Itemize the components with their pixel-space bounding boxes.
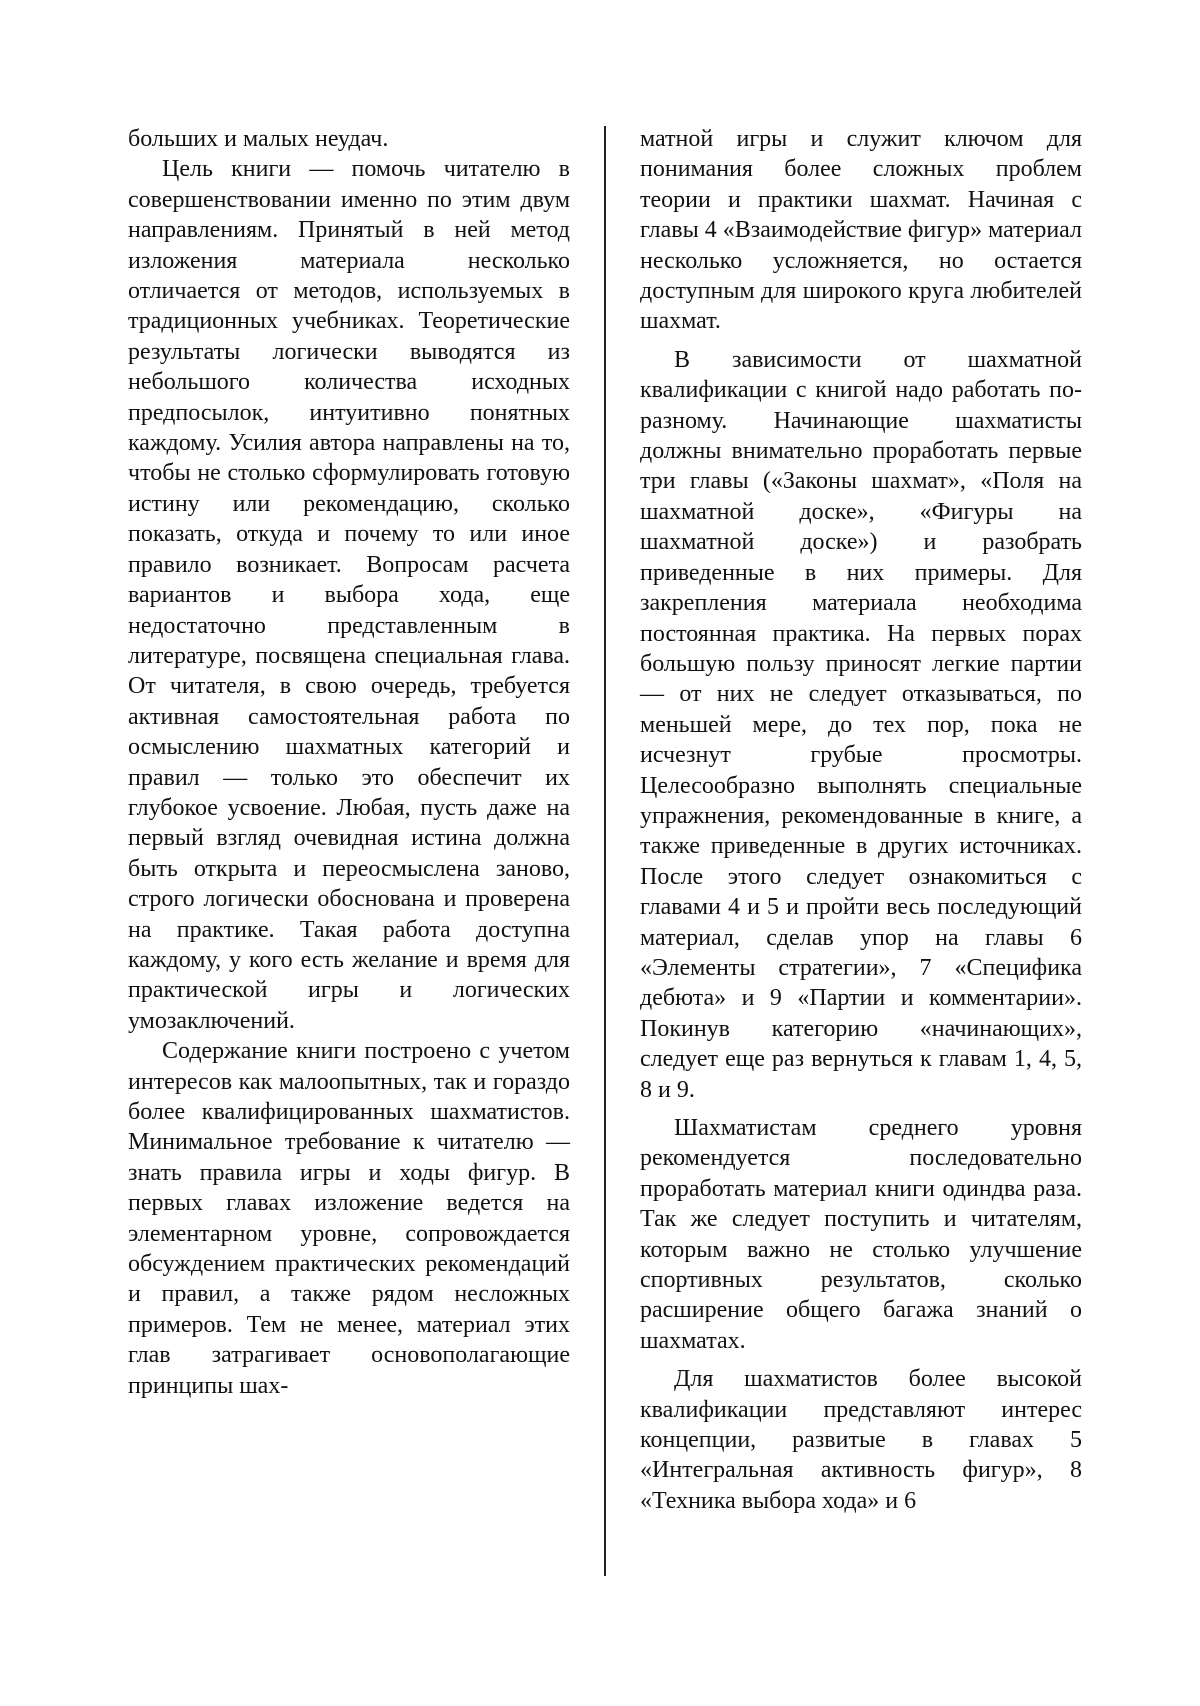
paragraph-book-goal: Цель книги — помочь читателю в совершенствовании именно по этим двум направлениям. Принятый в ней метод изложения материала несколько отличается от методов, используемых в традиционных учебниках. Теоретические результаты логически выводятся из небольшого количества исходных предпосылок, интуитивно понятных каждому. Усилия автора направлены на то, чтобы не столько сформулировать готовую истину или рекомендацию, сколько показать, откуда и почему то или иное правило возникает. Вопросам расчета вариантов и выбора хода, еще недостаточно представленным в литературе, посвящена специальная глава. От читателя, в свою очередь, требуется активная самостоятельная работа по осмыслению шахматных категорий и правил — только это обеспечит их глубокое усвоение. Любая, пусть даже на первый взгляд очевидная истина должна быть открыта и переосмыслена заново, строго логически обоснована и проверена на практике. Такая работа доступна каждому, у кого есть желание и время для практической игры и логических умозаключений. [128, 156, 570, 1034]
paragraph-advanced: Для шахматистов более высокой квалификации представляют интерес концепции, развитые в главах 5 «Интегральная активность фигур», 8 «Техника выбора хода» и 6 [640, 1366, 1082, 1514]
paragraph-intermediate: Шахматистам среднего уровня рекомендуется последовательно проработать материал книги одиндва раза. Так же следует поступить и читателям, которым важно не столько улучшение спортивных результатов, сколько расширение общего багажа знаний о шахматах. [640, 1115, 1082, 1354]
paragraph-beginners: В зависимости от шахматной квалификации с книгой надо работать по-разному. Начинающие шахматисты должны внимательно проработать первые три главы («Законы шахмат», «Поля на шахматной доске», «Фигуры на шахматной доске») и разобрать приведенные в них примеры. Для закрепления материала необходима постоянная практика. На первых порах большую пользу приносят легкие партии — от них не следует отказываться, по меньшей мере, до тех пор, пока не исчезнут грубые просмотры. Целесообразно выполнять специальные упражнения, рекомендованные в книге, а также приведенные в других источниках. После этого следует ознакомиться с главами 4 и 5 и пройти весь последующий материал, сделав упор на главы 6 «Элементы стратегии», 7 «Специфика дебюта» и 9 «Партии и комментарии». Покинув категорию «начинающих», следует еще раз вернуться к главам 1, 4, 5, 8 и 9. [640, 346, 1082, 1103]
left-column [128, 124, 570, 1401]
paragraph-continuation: матной игры и служит ключом для понимания более сложных проблем теории и практики шахмат. Начиная с главы 4 «Взаимодействие фигур» материал несколько усложняется, но остается доступным для широкого круга любителей шахмат. [640, 126, 1082, 335]
column-divider [604, 126, 606, 1576]
paragraph-book-content: Содержание книги построено с учетом интересов как малоопытных, так и гораздо более квалифицированных шахматистов. Минимальное требование к читателю — знать правила игры и ходы фигур. В первых главах изложение ведется на элементарном уровне, сопровождается обсуждением практических рекомендаций и правил, а также рядом несложных примеров. Тем не менее, материал этих глав затрагивает основополагающие принципы шах- [128, 1038, 570, 1399]
right-column [640, 124, 1082, 1516]
paragraph-continuation: больших и малых неудач. [128, 126, 389, 152]
